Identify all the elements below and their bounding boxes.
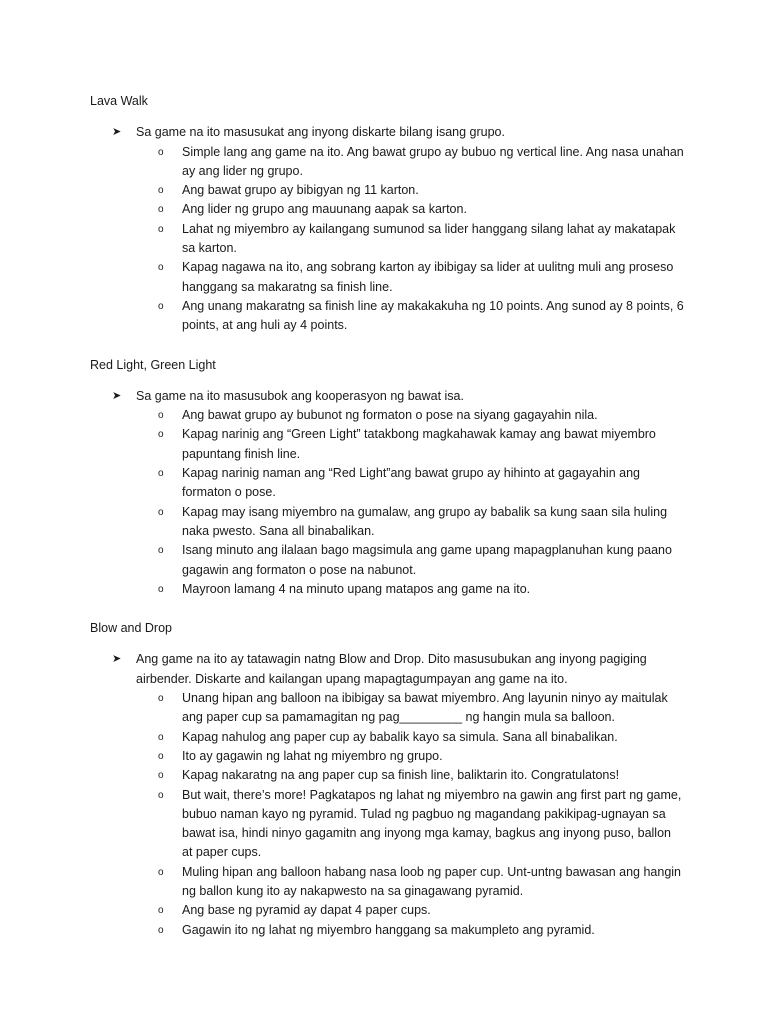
list-item bbox=[158, 689, 684, 728]
arrow-bullet-icon: ➤ bbox=[112, 653, 122, 666]
circle-bullet-icon: o bbox=[158, 506, 164, 518]
main-bullet-item bbox=[90, 650, 684, 689]
circle-bullet-icon: o bbox=[158, 300, 164, 312]
list-item-text: Ang unang makaratng sa finish line ay makakakuha ng 10 points. Ang sunod ay 8 points, 6 points, at ang huli ay 4 points. bbox=[182, 298, 684, 333]
section-title: Lava Walk bbox=[90, 94, 148, 108]
circle-bullet-icon: o bbox=[158, 468, 164, 480]
section-title: Blow and Drop bbox=[90, 621, 172, 636]
list-item bbox=[158, 580, 684, 599]
circle-bullet-icon: o bbox=[158, 583, 164, 595]
arrow-bullet-icon: ➤ bbox=[112, 126, 122, 139]
sub-bullet-list bbox=[90, 689, 684, 940]
circle-bullet-icon: o bbox=[158, 789, 164, 801]
list-item-text: Kapag narinig naman ang “Red Light”ang bawat grupo ay hihinto at gagayahin ang formaton o pose. bbox=[182, 466, 640, 500]
list-item bbox=[158, 181, 684, 200]
list-item bbox=[158, 901, 684, 920]
main-bullet-text: Sa game na ito masusubok ang kooperasyon ng bawat isa. bbox=[136, 388, 464, 403]
list-item-text: Muling hipan ang balloon habang nasa loob ng paper cup. Unt-untng bawasan ang hangin ng ballon kung ito ay nakapwesto na sa ginagawang pyramid. bbox=[182, 864, 681, 898]
arrow-bullet-icon: ➤ bbox=[112, 389, 122, 402]
list-item bbox=[158, 220, 684, 259]
circle-bullet-icon: o bbox=[158, 146, 164, 158]
list-item bbox=[158, 425, 684, 464]
list-item bbox=[158, 541, 684, 580]
list-item-text: Kapag nahulog ang paper cup ay babalik kayo sa simula. Sana all binabalikan. bbox=[182, 729, 618, 744]
section-red-light-green-light bbox=[90, 356, 684, 600]
circle-bullet-icon: o bbox=[158, 731, 164, 743]
section-blow-and-drop bbox=[90, 619, 684, 940]
list-item bbox=[158, 766, 684, 785]
sub-bullet-list bbox=[90, 406, 684, 599]
list-item bbox=[158, 200, 684, 219]
main-bullet-text: Ang game na ito ay tatawagin natng Blow and Drop. Dito masusubukan ang inyong pagiging airbender. Diskarte and kailangan upang mapagtagumpayan ang game na ito. bbox=[136, 652, 647, 686]
list-item bbox=[158, 863, 684, 902]
list-item-text: Kapag may isang miyembro na gumalaw, ang grupo ay babalik sa kung saan sila huling naka pwesto. Sana all binabalikan. bbox=[182, 504, 668, 538]
list-item bbox=[158, 143, 684, 182]
main-bullet-item bbox=[90, 123, 684, 142]
list-item-text: Unang hipan ang balloon na ibibigay sa bawat miyembro. Ang layunin ninyo ay maitulak ang paper cup sa pamamagitan ng pag_________ ng hangin mula sa balloon. bbox=[182, 691, 668, 725]
circle-bullet-icon: o bbox=[158, 223, 164, 235]
circle-bullet-icon: o bbox=[158, 429, 164, 441]
list-item-text: Kapag narinig ang “Green Light” tatakbong magkahawak kamay ang bawat miyembro papuntang finish line. bbox=[182, 427, 656, 461]
list-item bbox=[158, 921, 684, 940]
circle-bullet-icon: o bbox=[158, 204, 164, 216]
list-item-text: Kapag nakaratng na ang paper cup sa finish line, baliktarin ito. Congratulatons! bbox=[182, 768, 620, 783]
circle-bullet-icon: o bbox=[158, 262, 164, 274]
list-item bbox=[158, 297, 684, 336]
list-item-text: Mayroon lamang 4 na minuto upang matapos ang game na ito. bbox=[182, 581, 531, 596]
circle-bullet-icon: o bbox=[158, 905, 164, 917]
list-item bbox=[158, 747, 684, 766]
circle-bullet-icon: o bbox=[158, 866, 164, 878]
list-item bbox=[158, 786, 684, 863]
list-item-text: Isang minuto ang ilalaan bago magsimula ang game upang mapagplanuhan kung paano gagawin ang formaton o pose na nabunot. bbox=[182, 543, 672, 577]
list-item bbox=[158, 258, 684, 297]
circle-bullet-icon: o bbox=[158, 185, 164, 197]
list-item-text: Kapag nagawa na ito, ang sobrang karton ay ibibigay sa lider at uulitng muli ang proseso hanggang sa makaratng sa finish line. bbox=[182, 260, 674, 294]
main-bullet-item bbox=[90, 387, 684, 406]
section-title: Red Light, Green Light bbox=[90, 357, 216, 372]
list-item-text: Ang lider ng grupo ang mauunang aapak sa karton. bbox=[182, 202, 467, 217]
circle-bullet-icon: o bbox=[158, 750, 164, 762]
list-item-text: Ang bawat grupo ay bibigyan ng 11 karton. bbox=[182, 183, 419, 198]
circle-bullet-icon: o bbox=[158, 410, 164, 422]
sub-bullet-list bbox=[90, 143, 684, 336]
list-item bbox=[158, 728, 684, 747]
list-item-text: Ito ay gagawin ng lahat ng miyembro ng grupo. bbox=[182, 748, 443, 763]
list-item bbox=[158, 464, 684, 503]
circle-bullet-icon: o bbox=[158, 545, 164, 557]
circle-bullet-icon: o bbox=[158, 924, 164, 936]
list-item-text: Ang bawat grupo ay bubunot ng formaton o pose na siyang gagayahin nila. bbox=[182, 408, 598, 423]
circle-bullet-icon: o bbox=[158, 693, 164, 705]
list-item-text: Ang base ng pyramid ay dapat 4 paper cups. bbox=[182, 903, 431, 918]
main-bullet-text: Sa game na ito masusukat ang inyong diskarte bilang isang grupo. bbox=[136, 125, 505, 140]
section-lava-walk bbox=[90, 92, 684, 336]
list-item bbox=[158, 406, 684, 425]
list-item-text: But wait, there’s more! Pagkatapos ng lahat ng miyembro na gawin ang first part ng game, bubuo naman kayo ng pyramid. Tulad ng pagbuo ng magandang pakikipag-ugnayan sa bawat isa, hindi ninyo gagamitn ang inyong mga kamay, bagkus ang inyong puso, ballon at paper cups. bbox=[182, 787, 682, 860]
circle-bullet-icon: o bbox=[158, 770, 164, 782]
list-item-text: Lahat ng miyembro ay kailangang sumunod sa lider hanggang silang lahat ay makatapak sa karton. bbox=[182, 221, 676, 256]
list-item bbox=[158, 503, 684, 542]
list-item-text: Gagawin ito ng lahat ng miyembro hanggang sa makumpleto ang pyramid. bbox=[182, 922, 595, 937]
list-item-text: Simple lang ang game na ito. Ang bawat grupo ay bubuo ng vertical line. Ang nasa unahan ay ang lider ng grupo. bbox=[182, 144, 684, 178]
